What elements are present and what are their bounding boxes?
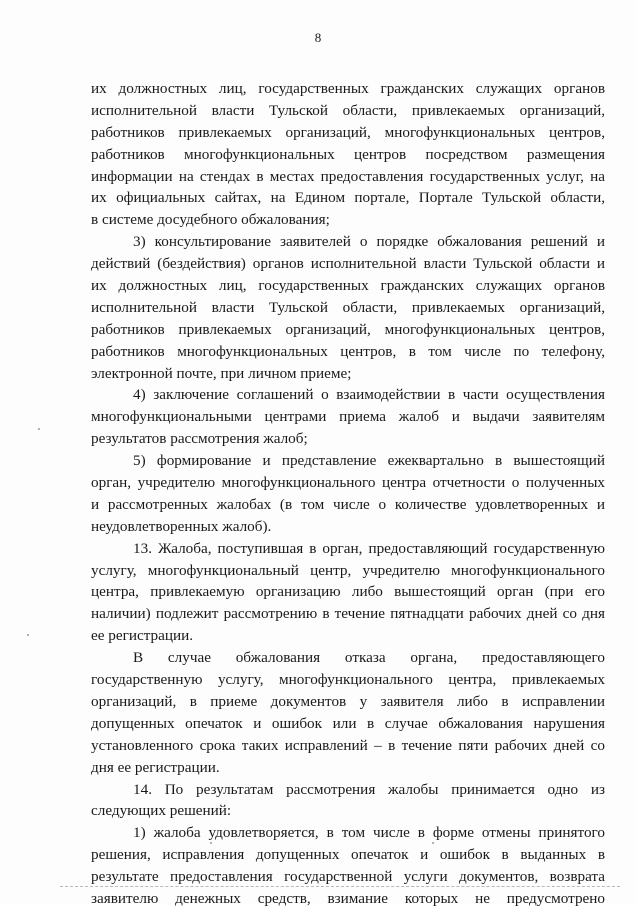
text-line: электронной почте, при личном приеме;	[91, 364, 352, 382]
text-line: и рассмотренных жалобах (в том числе о количестве удовлетворенных и	[91, 495, 605, 513]
text-line: 4) заключение соглашений о взаимодействии в части осуществления	[133, 386, 605, 404]
scan-speck	[38, 428, 40, 430]
text-line: работников привлекаемых организаций, многофункциональных центров,	[91, 123, 605, 141]
text-line: наличии) подлежит рассмотрению в течение пятнадцати рабочих дней со дня	[91, 605, 605, 623]
text-line: работников привлекаемых организаций, многофункциональных центров,	[91, 320, 605, 338]
document-body	[91, 78, 605, 910]
text-line: многофункциональными центрами приема жалоб и выдачи заявителям	[91, 408, 605, 426]
text-line: неудовлетворенных жалоб).	[91, 517, 272, 535]
text-line: ее регистрации.	[91, 627, 194, 645]
text-line: их официальных сайтах, на Едином портале, Портале Тульской области,	[91, 189, 605, 207]
text-line: 14. По результатам рассмотрения жалобы принимается одно из	[133, 780, 605, 798]
scan-speck	[432, 842, 434, 844]
text-line: заявителю денежных средств, взимание которых не предусмотрено	[91, 889, 605, 907]
text-line: организаций, в приеме документов у заявителя либо в исправлении	[91, 692, 605, 710]
text-line: их должностных лиц, государственных гражданских служащих органов	[91, 80, 605, 97]
text-line: в системе досудебного обжалования;	[91, 211, 330, 229]
text-line: государственную услугу, многофункционального центра, привлекаемых	[91, 671, 605, 689]
text-line: результатов рассмотрения жалоб;	[91, 430, 308, 448]
text-line: результате предоставления государственной услуги документов, возврата	[91, 868, 605, 886]
text-line: исполнительной власти Тульской области, привлекаемых организаций,	[91, 298, 605, 316]
text-line: установленного срока таких исправлений – в течение пяти рабочих дней со	[91, 736, 605, 754]
text-line: орган, учредителю многофункционального центра отчетности о полученных	[91, 474, 605, 492]
text-line: 1) жалоба удовлетворяется, в том числе в форме отмены принятого	[133, 824, 605, 842]
text-line: центра, привлекаемую организацию либо вышестоящий орган (при его	[91, 583, 605, 601]
text-line: 13. Жалоба, поступившая в орган, предоставляющий государственную	[133, 539, 605, 557]
text-line: 3) консультирование заявителей о порядке обжалования решений и	[133, 233, 605, 251]
text-line: допущенных опечаток и ошибок или в случае обжалования нарушения	[91, 714, 605, 732]
text-line: работников многофункциональных центров, в том числе по телефону,	[91, 342, 605, 360]
text-line: информации на стендах в местах предоставления государственных услуг, на	[91, 167, 605, 185]
text-line: исполнительной власти Тульской области, привлекаемых организаций,	[91, 101, 605, 119]
scan-speck	[27, 634, 29, 636]
text-line: действий (бездействия) органов исполнительной власти Тульской области и	[91, 255, 605, 273]
text-line: работников многофункциональных центров посредством размещения	[91, 145, 605, 163]
scan-speck	[210, 842, 212, 844]
scan-edge-line	[60, 886, 620, 887]
text-line: услугу, многофункциональный центр, учредителю многофункционального	[91, 561, 605, 579]
text-line: дня ее регистрации.	[91, 758, 220, 776]
text-line: следующих решений:	[91, 802, 232, 820]
text-line: 5) формирование и представление ежеквартально в вышестоящий	[133, 452, 605, 470]
text-line: решения, исправления допущенных опечаток и ошибок в выданных в	[91, 846, 605, 864]
text-line: их должностных лиц, государственных гражданских служащих органов	[91, 277, 605, 295]
text-line: В случае обжалования отказа органа, предоставляющего	[133, 649, 605, 667]
page-number: 8	[314, 30, 322, 45]
